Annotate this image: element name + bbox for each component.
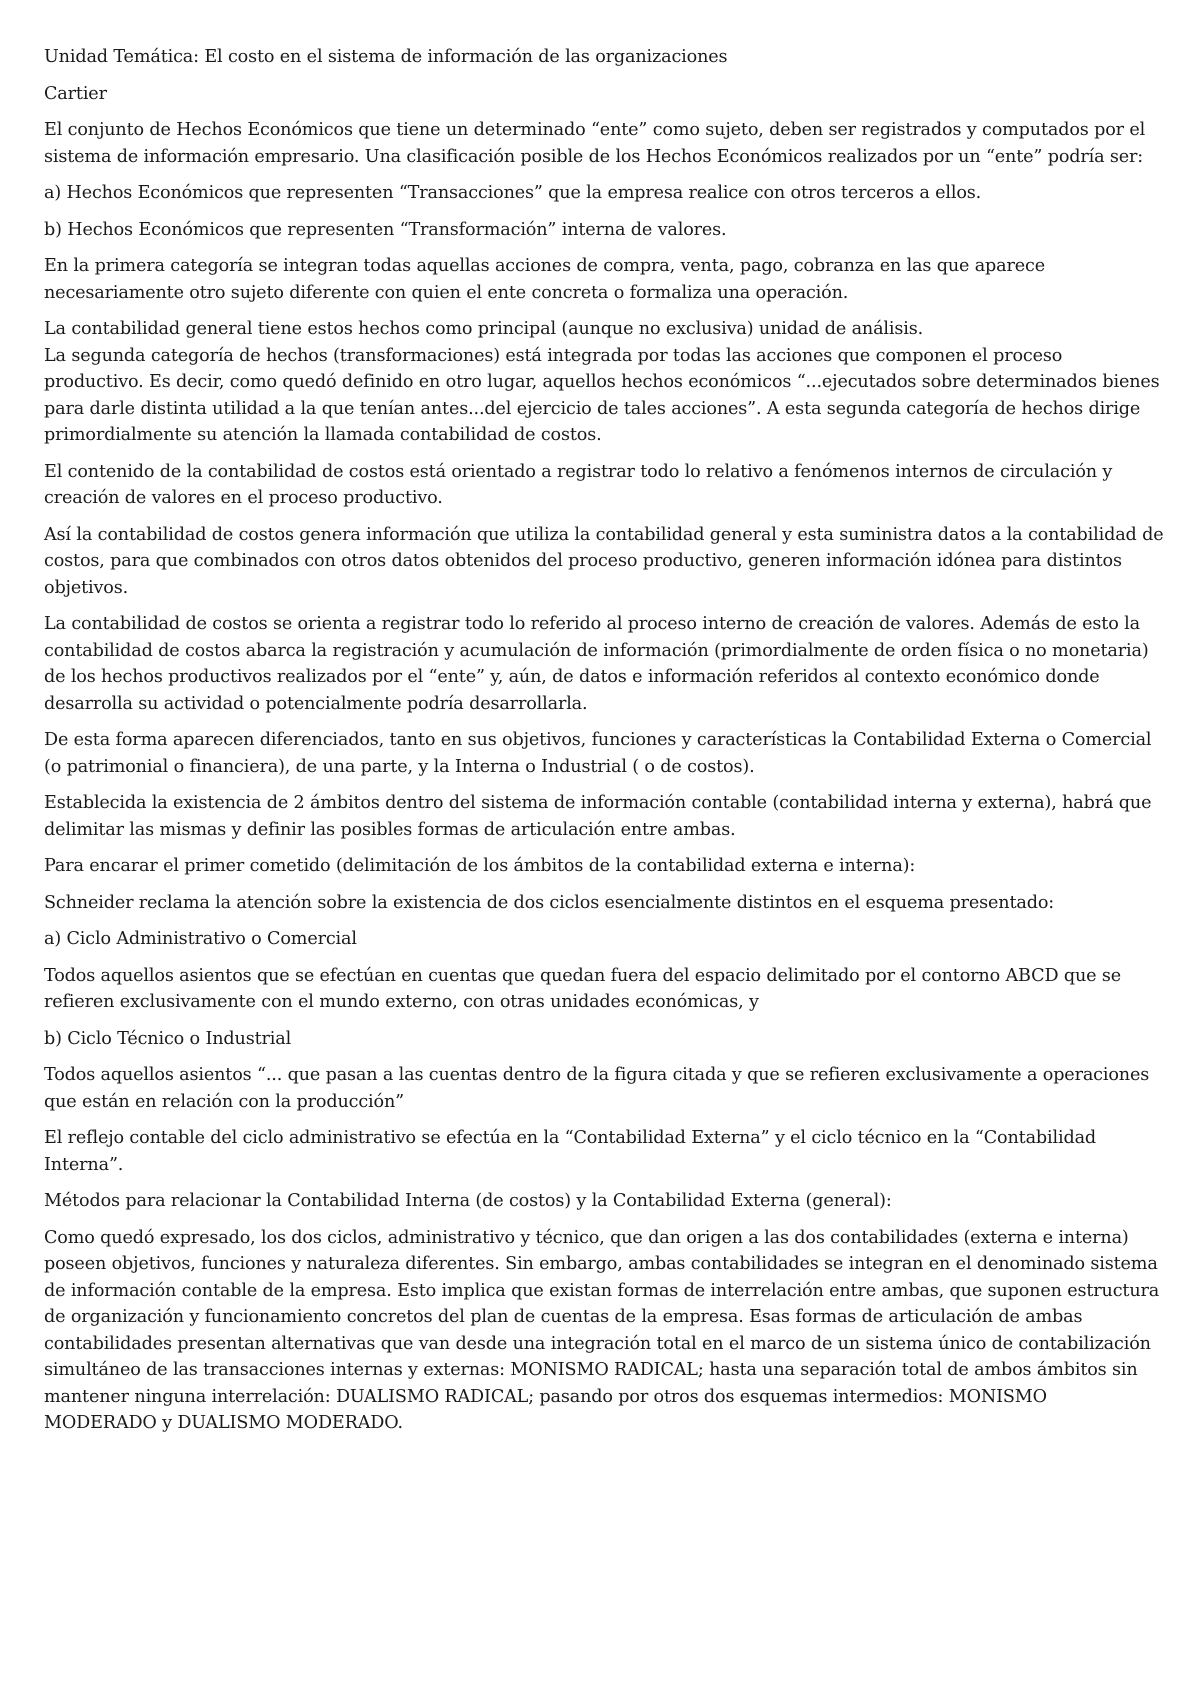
paragraph: La contabilidad de costos se orienta a registrar todo lo referido al proceso interno de creación de valores. Además de esto la contabilidad de costos abarca la registración y acumulación de información (primordialmente de orden física o no monetaria) de los hechos productivos realizados por el “ente” y, aún, de datos e información referidos al contexto económico donde desarrolla su actividad o potencialmente podría desarrollarla. [44, 614, 1149, 714]
paragraph: De esta forma aparecen diferenciados, tanto en sus objetivos, funciones y características la Contabilidad Externa o Comercial (o patrimonial o financiera), de una parte, y la Interna o Industrial ( o de costos). [44, 730, 1152, 777]
document-title: Unidad Temática: El costo en el sistema de información de las organizaciones [44, 47, 728, 67]
paragraph: El contenido de la contabilidad de costos está orientado a registrar todo lo relativo a fenómenos internos de circulación y creación de valores en el proceso productivo. [44, 461, 1113, 508]
paragraph: La contabilidad general tiene estos hechos como principal (aunque no exclusiva) unidad de análisis. [44, 319, 924, 339]
paragraph: Así la contabilidad de costos genera información que utiliza la contabilidad general y esta suministra datos a la contabilidad de costos, para que combinados con otros datos obtenidos del proceso productivo, generen información idónea para distintos objetivos. [44, 524, 1164, 598]
paragraph: Como quedó expresado, los dos ciclos, administrativo y técnico, que dan origen a las dos contabilidades (externa e interna) poseen objetivos, funciones y naturaleza diferentes. Sin embargo, ambas contabilidades se integran en el denominado sistema de información contable de la empresa. Esto implica que existan formas de interrelación entre ambas, que suponen estructura de organización y funcionamiento concretos del plan de cuentas de la empresa. Esas formas de articulación de ambas contabilidades presentan alternativas que van desde una integración total en el marco de un sistema único de contabilización simultáneo de las transacciones internas y externas: MONISMO RADICAL; hasta una separación total de ambos ámbitos sin mantener ninguna interrelación: DUALISMO RADICAL; pasando por otros dos esquemas intermedios: MONISMO MODERADO y DUALISMO MODERADO. [44, 1227, 1160, 1433]
document-page [44, 44, 1164, 1447]
paragraph: La segunda categoría de hechos (transformaciones) está integrada por todas las acciones que componen el proceso productivo. Es decir, como quedó definido en otro lugar, aquellos hechos económicos “...ejecutados sobre determinados bienes para darle distinta utilidad a la que tenían antes...del ejercicio de tales acciones”. A esta segunda categoría de hechos dirige primordialmente su atención la llamada contabilidad de costos. [44, 345, 1160, 445]
paragraph: Métodos para relacionar la Contabilidad Interna (de costos) y la Contabilidad Externa (general): [44, 1191, 892, 1211]
paragraph: a) Ciclo Administrativo o Comercial [44, 929, 357, 949]
paragraph: Para encarar el primer cometido (delimitación de los ámbitos de la contabilidad externa e interna): [44, 856, 916, 876]
document-author: Cartier [44, 83, 107, 104]
paragraph: a) Hechos Económicos que representen “Transacciones” que la empresa realice con otros terceros a ellos. [44, 183, 982, 203]
paragraph: Establecida la existencia de 2 ámbitos dentro del sistema de información contable (contabilidad interna y externa), habrá que delimitar las mismas y definir las posibles formas de articulación entre ambas. [44, 793, 1152, 840]
paragraph: El reflejo contable del ciclo administrativo se efectúa en la “Contabilidad Externa” y el ciclo técnico en la “Contabilidad Interna”. [44, 1128, 1097, 1175]
paragraph: Schneider reclama la atención sobre la existencia de dos ciclos esencialmente distintos en el esquema presentado: [44, 892, 1055, 913]
paragraph: b) Ciclo Técnico o Industrial [44, 1028, 292, 1049]
paragraph: El conjunto de Hechos Económicos que tiene un determinado “ente” como sujeto, deben ser registrados y computados por el sistema de información empresario. Una clasificación posible de los Hechos Económicos realizados por un “ente” podría ser: [44, 120, 1146, 167]
paragraph: Todos aquellos asientos que se efectúan en cuentas que quedan fuera del espacio delimitado por el contorno ABCD que se refieren exclusivamente con el mundo externo, con otras unidades económicas, y [44, 965, 1121, 1012]
paragraph: En la primera categoría se integran todas aquellas acciones de compra, venta, pago, cobranza en las que aparece necesariamente otro sujeto diferente con quien el ente concreta o formaliza una operación. [44, 256, 1045, 303]
paragraph: Todos aquellos asientos “... que pasan a las cuentas dentro de la figura citada y que se refieren exclusivamente a operaciones que están en relación con la producción” [44, 1065, 1150, 1112]
paragraph: b) Hechos Económicos que representen “Transformación” interna de valores. [44, 219, 727, 240]
